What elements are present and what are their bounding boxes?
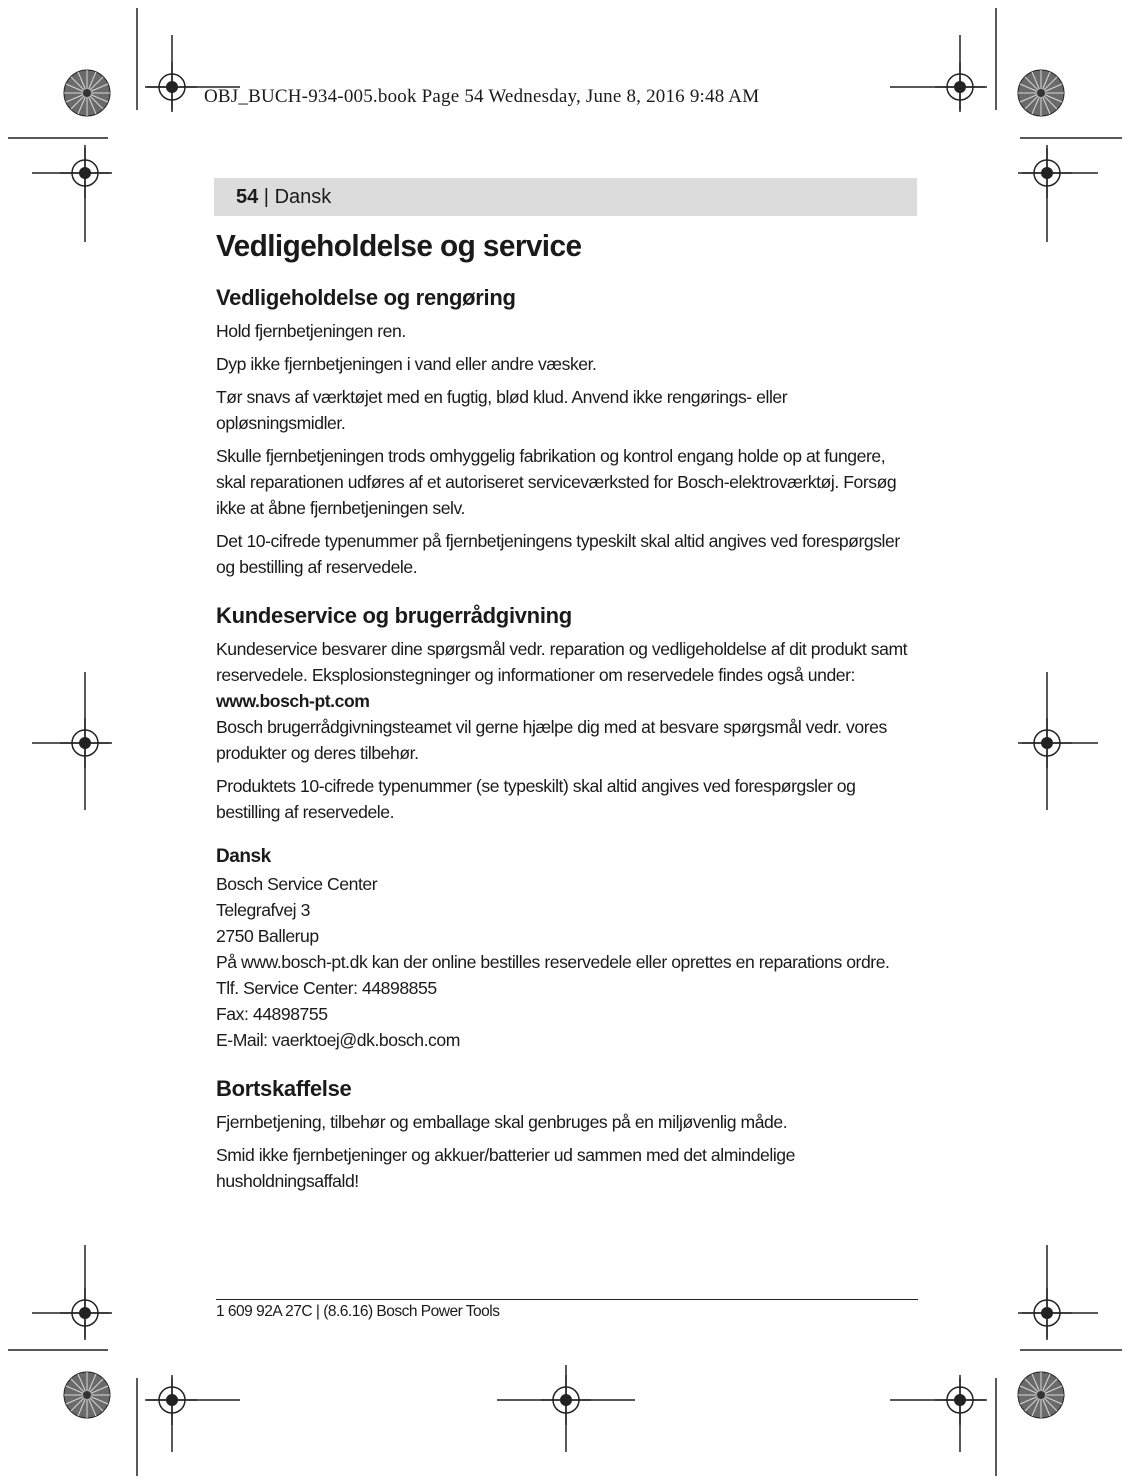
header-section: Dansk (274, 185, 332, 208)
address-line: På www.bosch-pt.dk kan der online bestilles reservedele eller oprettes en reparations ordre. (216, 952, 890, 972)
page-content (216, 226, 918, 1201)
address-line: 2750 Ballerup (216, 926, 319, 946)
header-separator: | (258, 185, 275, 208)
paragraph: Tør snavs af værktøjet med en fugtig, blød klud. Anvend ikke rengørings- eller opløsningsmidler. (216, 387, 788, 433)
paragraph: Bosch brugerrådgivningsteamet vil gerne hjælpe dig med at besvare spørgsmål vedr. vores produkter og deres tilbehør. (216, 717, 887, 763)
bosch-url-link[interactable]: www.bosch-pt.com (216, 691, 370, 711)
fax-line: Fax: 44898755 (216, 1004, 328, 1024)
heading-customer-service: Kundeservice og brugerrådgivning (216, 603, 572, 628)
paragraph: Skulle fjernbetjeningen trods omhyggelig fabrikation og kontrol engang holde op at fungere, skal reparationen udføres af et autoriseret serviceværksted for Bosch-elektroværktøj. Forsøg ikke at åbne fjernbetjeningen selv. (216, 446, 897, 518)
paragraph: Fjernbetjening, tilbehør og emballage skal genbruges på en miljøvenlig måde. (216, 1112, 788, 1132)
page-number: 54 (236, 185, 259, 208)
email-line: E-Mail: vaerktoej@dk.bosch.com (216, 1030, 460, 1050)
heading-maintenance: Vedligeholdelse og rengøring (216, 285, 516, 310)
address-line: Bosch Service Center (216, 874, 378, 894)
phone-line: Tlf. Service Center: 44898855 (216, 978, 437, 998)
paragraph: Hold fjernbetjeningen ren. (216, 321, 406, 341)
page-header (214, 178, 917, 216)
heading-disposal: Bortskaffelse (216, 1076, 352, 1101)
page-footer: 1 609 92A 27C | (8.6.16) Bosch Power Tools (216, 1303, 500, 1320)
footer-rule (216, 1299, 918, 1300)
print-info-line: OBJ_BUCH-934-005.book Page 54 Wednesday, June 8, 2016 9:48 AM (204, 86, 760, 107)
paragraph: Det 10-cifrede typenummer på fjernbetjeningens typeskilt skal altid angives ved forespørgsler og bestilling af reservedele. (216, 531, 900, 577)
paragraph: Produktets 10-cifrede typenummer (se typeskilt) skal altid angives ved forespørgsler og bestilling af reservedele. (216, 776, 856, 822)
country-heading: Dansk (216, 846, 271, 867)
address-line: Telegrafvej 3 (216, 900, 310, 920)
page-title: Vedligeholdelse og service (216, 228, 582, 263)
paragraph: Dyp ikke fjernbetjeningen i vand eller andre væsker. (216, 354, 597, 374)
paragraph: Kundeservice besvarer dine spørgsmål vedr. reparation og vedligeholdelse af dit produkt samt reservedele. Eksplosionstegninger og informationer om reservedele findes også under: (216, 639, 908, 685)
paragraph: Smid ikke fjernbetjeninger og akkuer/batterier ud sammen med det almindelige husholdningsaffald! (216, 1145, 795, 1191)
